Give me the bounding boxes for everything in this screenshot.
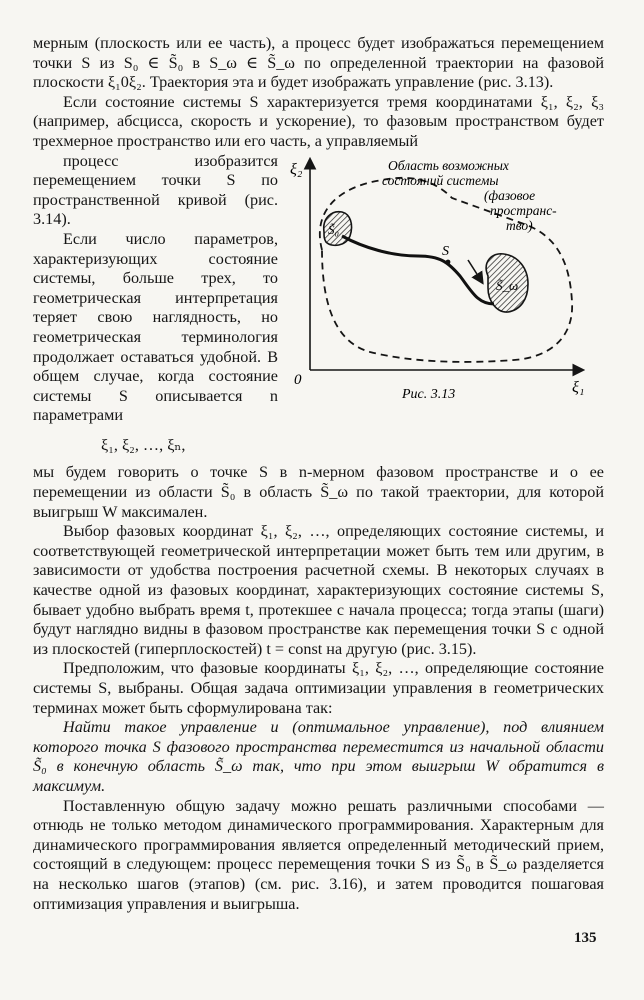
figure-3-13 (292, 152, 592, 432)
point-s-label: S (442, 243, 449, 259)
paragraph-3-continued: мы будем говорить о точке S в n-мерном фазовом пространстве и о ее перемещении из области S̃₀ в область S̃_ω по такой траектории, для которой выигрыш W максимален. (33, 463, 604, 521)
region-label-3: (фазовое (484, 187, 536, 203)
region-label-2: состояний системы (382, 172, 499, 188)
origin-label: 0 (294, 371, 302, 388)
axis-label-x: ξ₁ (572, 378, 585, 396)
axis-label-y: ξ₂ (290, 160, 303, 178)
phase-space-diagram (292, 152, 592, 432)
end-region-label: S̃_ω (496, 277, 519, 293)
text-figure-wrap (33, 152, 604, 464)
paragraph-3-column: Если число параметров, характеризующих состояние системы, больше трех, то геометрическая интерпретация теряет свою наглядность, но геометрическая терминология продолжает оставаться удобной. В общем случае, когда состояние системы S описывается n параметрами (33, 229, 278, 425)
left-column (33, 152, 278, 464)
page-number: 135 (574, 930, 597, 946)
start-region-label: S̃₀ (328, 221, 340, 237)
paragraph-1: мерным (плоскость или ее часть), а процесс будет изображаться перемещением точки S из S₀ ∈ S̃₀ в S_ω ∈ S̃_ω по определенной траектории на фазовой плоскости ξ₁0ξ₂. Траектория эта и будет изображать управление (рис. 3.13). (33, 34, 604, 92)
paragraph-6-task-statement: Найти такое управление u (оптимальное управление), под влиянием которого точка S фазового пространства переместится из начальной области S̃₀ в конечную область S̃_ω так, что при этом выигрыш W обратится в максимум. (33, 718, 604, 795)
parameter-formula: ξ₁, ξ₂, …, ξₙ, (101, 435, 186, 454)
motion-arrow (468, 260, 482, 282)
region-label-1: Область возможных (388, 157, 509, 173)
page-body (33, 34, 604, 914)
region-label-4: пространс- (490, 202, 557, 218)
point-s-marker (446, 259, 451, 264)
paragraph-7: Поставленную общую задачу можно решать различными способами — отнюдь не только методом динамического программирования. Характерным для динамического программирования является определенный методический прием, состоящий в следующем: процесс перемещения точки S из S̃₀ в S̃_ω разделяется на несколько шагов (этапов) (см. рис. 3.16), и затем проводится пошаговая оптимизация управления и выигрыша. (33, 796, 604, 913)
trajectory-curve (342, 236, 494, 304)
figure-caption: Рис. 3.13 (402, 386, 456, 402)
paragraph-5: Предположим, что фазовые координаты ξ₁, ξ₂, …, определяющие состояние системы S, выбраны. Общая задача оптимизации управления в геометрических терминах может быть сформулирована так: (33, 659, 604, 717)
region-label-5: тво) (506, 217, 533, 233)
paragraph-2-column: процесс изобразится перемещением точки S по пространственной кривой (рис. 3.14). (33, 151, 278, 229)
paragraph-4: Выбор фазовых координат ξ₁, ξ₂, …, определяющих состояние системы, и соответствующей геометрической интерпретации может быть тем или другим, в зависимости от удобства построения расчетной схемы. В некоторых случаях в качестве одной из фазовых координат, характеризующих состояние системы S, бывает удобно выбрать время t, протекшее с начала процесса; тогда этапы (шаги) будут наглядно видны в фазовом пространстве как перемещения точки S с одной из плоскостей (гиперплоскостей) t = const на другую (рис. 3.15). (33, 522, 604, 658)
paragraph-2-top: Если состояние системы S характеризуется тремя координатами ξ₁, ξ₂, ξ₃ (например, абсцисса, скорость и ускорение), то фазовым пространством будет трехмерное пространство или его часть, а управляемый (33, 92, 604, 150)
